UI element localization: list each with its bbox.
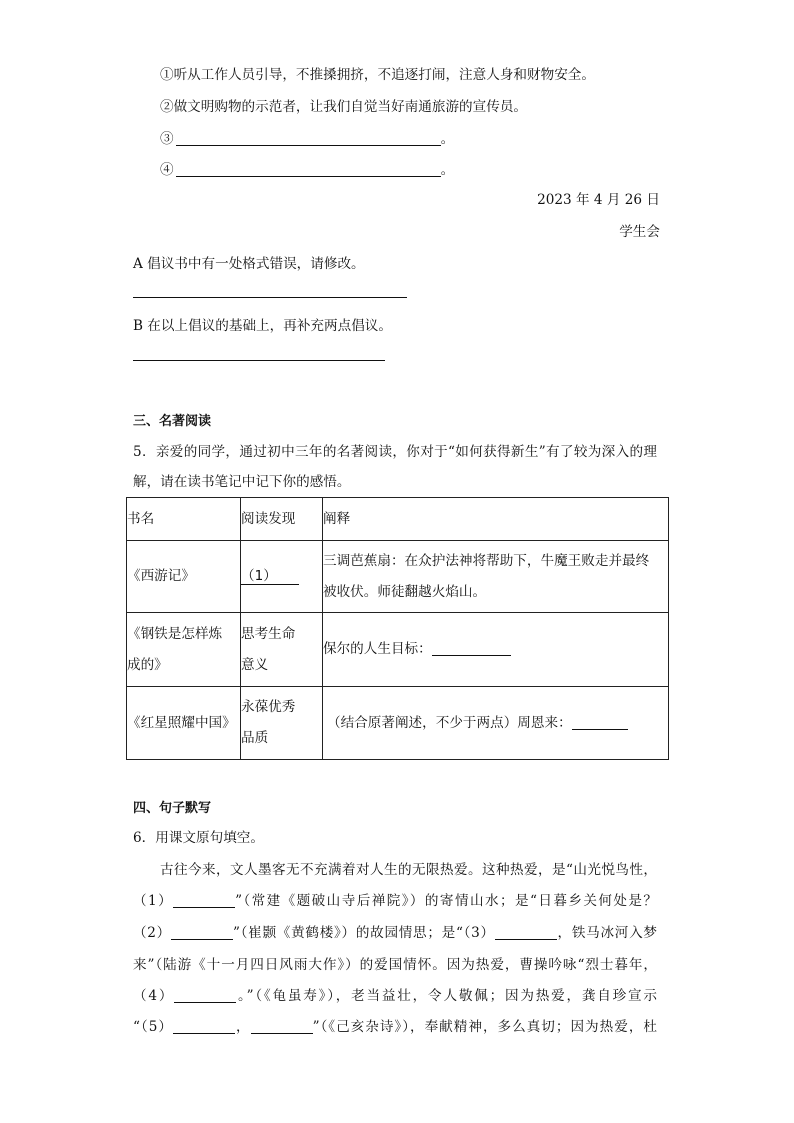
question-5-line-1: 5．亲爱的同学，通过初中三年的名著阅读，你对于“如何获得新生”有了较为深入的理: [133, 444, 657, 460]
table-cell-finding: [241, 613, 323, 687]
task-b-answer-line: [133, 360, 385, 361]
table-row: [127, 613, 669, 687]
paragraph-segment: （2）: [133, 925, 171, 941]
proposal-item-4-end: 。: [440, 162, 455, 178]
explanation-line: 被收伏。师徒翻越火焰山。: [323, 583, 487, 600]
paragraph-line-1: 古往今来，文人墨客无不充满着对人生的无限热爱。这种热爱，是“山光悦鸟性，: [160, 862, 657, 878]
paragraph-segment: （1）: [133, 893, 174, 909]
table-cell-finding: [241, 541, 323, 613]
header-finding: 阅读发现: [241, 498, 323, 541]
fill-blank-3: [495, 925, 557, 940]
table-header-row: [127, 498, 669, 541]
explanation-blank: [432, 641, 511, 656]
explanation-line: 三调芭蕉扇：在众护法神将帮助下，牛魔王败走并最终: [323, 552, 650, 569]
table-cell-explanation: [323, 687, 669, 760]
reading-notes-table: [126, 497, 669, 760]
book-title: 《西游记》: [127, 568, 195, 584]
finding-text: 永葆优秀品质: [241, 699, 296, 746]
proposal-item-2: ②做文明购物的示范者，让我们自觉当好南通旅游的宣传员。: [160, 99, 528, 115]
task-a-prompt: A 倡议书中有一处格式错误，请修改。: [133, 256, 365, 272]
proposal-item-3-marker: ③: [160, 131, 174, 147]
task-a-answer-line: [133, 297, 407, 298]
table-cell-explanation: [323, 613, 669, 687]
proposal-item-4-blank: [176, 162, 441, 177]
section-4-heading: 四、句子默写: [133, 801, 212, 816]
section-3-heading: 三、名著阅读: [133, 414, 212, 429]
fill-blank-1: [173, 893, 235, 908]
question-6: 6．用课文原句填空。: [133, 830, 264, 846]
header-book: 书名: [127, 498, 241, 541]
paragraph-segment: （4）: [133, 988, 175, 1004]
finding-blank-1: （1）: [241, 568, 299, 585]
proposal-item-3: [160, 129, 454, 149]
fill-blank-2: [171, 925, 233, 940]
paragraph-segment: 。”（《龟虽寿》），老当益壮，令人敬佩；因为热爱，龚自珍宣示: [236, 988, 657, 1004]
table-cell-book: [127, 541, 241, 613]
task-b-prompt: B 在以上倡议的基础上，再补充两点倡议。: [133, 318, 392, 334]
proposal-item-4: [160, 160, 454, 180]
paragraph-line-3: [133, 923, 657, 943]
proposal-item-1: ①听从工作人员引导，不推搡拥挤，不追逐打闹，注意人身和财物安全。: [160, 67, 595, 83]
finding-text: 思考生命意义: [241, 625, 296, 673]
proposal-item-4-marker: ④: [160, 162, 174, 178]
proposal-item-3-blank: [176, 131, 441, 146]
table-row: [127, 541, 669, 613]
book-title: 《红星照耀中国》: [127, 714, 236, 731]
table-cell-finding: [241, 687, 323, 760]
question-5-line-2: 解，请在读书笔记中记下你的感悟。: [133, 474, 351, 490]
paragraph-line-6: [133, 1017, 657, 1037]
explanation-text: 保尔的人生目标：: [323, 641, 432, 657]
proposal-item-3-end: 。: [440, 131, 455, 147]
table-cell-book: [127, 613, 241, 687]
proposal-date: 2023 年 4 月 26 日: [537, 192, 660, 208]
explanation-text: （结合原著阐述，不少于两点）周恩来：: [327, 714, 572, 731]
fill-blank-4: [174, 988, 236, 1003]
book-title: 《钢铁是怎样炼成的》: [127, 625, 223, 673]
paragraph-segment: ”（《己亥杂诗》），奉献精神，多么真切；因为热爱，杜: [312, 1019, 658, 1035]
table-cell-book: [127, 687, 241, 760]
header-explanation: 阐释: [323, 498, 669, 541]
fill-blank-5b: [251, 1019, 313, 1034]
paragraph-line-5: [133, 986, 657, 1006]
paragraph-segment: ，铁马冰河入梦: [556, 925, 657, 941]
explanation-blank: [572, 715, 628, 730]
table-cell-explanation: [323, 541, 669, 613]
paragraph-line-4: 来”（陆游《十一月四日风雨大作》）的爱国情怀。因为热爱，曹操吟咏“烈士暮年，: [133, 957, 657, 973]
proposal-signature: 学生会: [619, 224, 660, 240]
paragraph-segment: ”（常建《题破山寺后禅院》）的寄情山水；是“日暮乡关何处是？: [235, 893, 657, 909]
paragraph-segment: ”（崔颢《黄鹤楼》）的故园情思；是“（3）: [232, 925, 495, 941]
paragraph-segment: ，: [234, 1019, 251, 1035]
table-row: [127, 687, 669, 760]
paragraph-line-2: [133, 891, 657, 911]
paragraph-segment: “（5）: [133, 1019, 173, 1035]
fill-blank-5a: [173, 1019, 235, 1034]
